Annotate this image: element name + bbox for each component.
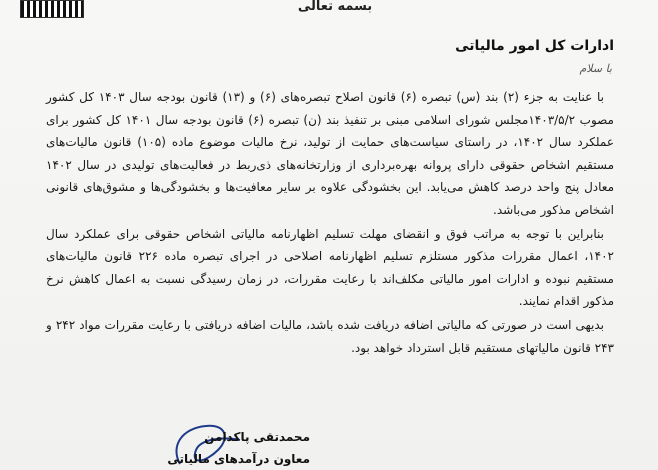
qr-code-image	[20, 0, 84, 18]
paragraph-2: بنابراین با توجه به مراتب فوق و انقضای مهلت تسلیم اظهارنامه مالیاتی اشخاص حقوقی برای عملکرد سال ۱۴۰۲، اعمال مقررات مذکور مستلزم تسلیم اظهارنامه اصلاحی در اجرای تبصره ماده ۲۲۶ قانون مالیات‌های مستقیم نبوده و ادارات امور مالیاتی مکلف‌اند با رعایت مقررات، در زمان رسیدگی نسبت به اعمال کاهش نرخ مذکور اقدام نمایند.	[46, 226, 614, 309]
signer-title: معاون درآمدهای مالیاتی	[167, 452, 310, 466]
paragraph-3: بدیهی است در صورتی که مالیاتی اضافه دریافت شده باشد، مالیات اضافه دریافتی با رعایت مقررات مواد ۲۴۲ و ۲۴۳ قانون مالیاتهای مستقیم قابل استرداد خواهد بود.	[46, 317, 614, 355]
letter-body	[46, 86, 614, 359]
paragraph-1: با عنایت به جزء (۲) بند (س) تبصره (۶) قانون اصلاح تبصره‌های (۶) و (۱۳) قانون بودجه سال ۱۴۰۳ کل کشور مصوب ۱۴۰۳/۵/۲مجلس شورای اسلامی مبنی بر تنفیذ بند (ن) تبصره (۶) قانون بودجه سال ۱۴۰۱ کل کشور برای عملکرد سال ۱۴۰۲، در راستای سیاست‌های حمایت از تولید، نرخ مالیات موضوع ماده (۱۰۵) قانون مالیات‌های مستقیم اشخاص حقوقی دارای پروانه بهره‌برداری از وزارتخانه‌های ذی‌ربط در فعالیت‌های تولیدی در سال ۱۴۰۲ معادل پنج واحد درصد کاهش می‌یابد. این بخشودگی علاوه بر سایر معافیت‌ها و بخشودگی‌ها و مشوق‌های قانونی اشخاص مذکور می‌باشد.	[46, 90, 614, 217]
letter-recipient: ادارات کل امور مالیاتی	[455, 38, 614, 54]
letter-salutation: با سلام	[579, 62, 612, 75]
top-label: بسمه تعالی	[297, 0, 373, 14]
signer-name: محمدتقی پاکدامن	[204, 430, 310, 444]
signature-block	[140, 426, 310, 470]
